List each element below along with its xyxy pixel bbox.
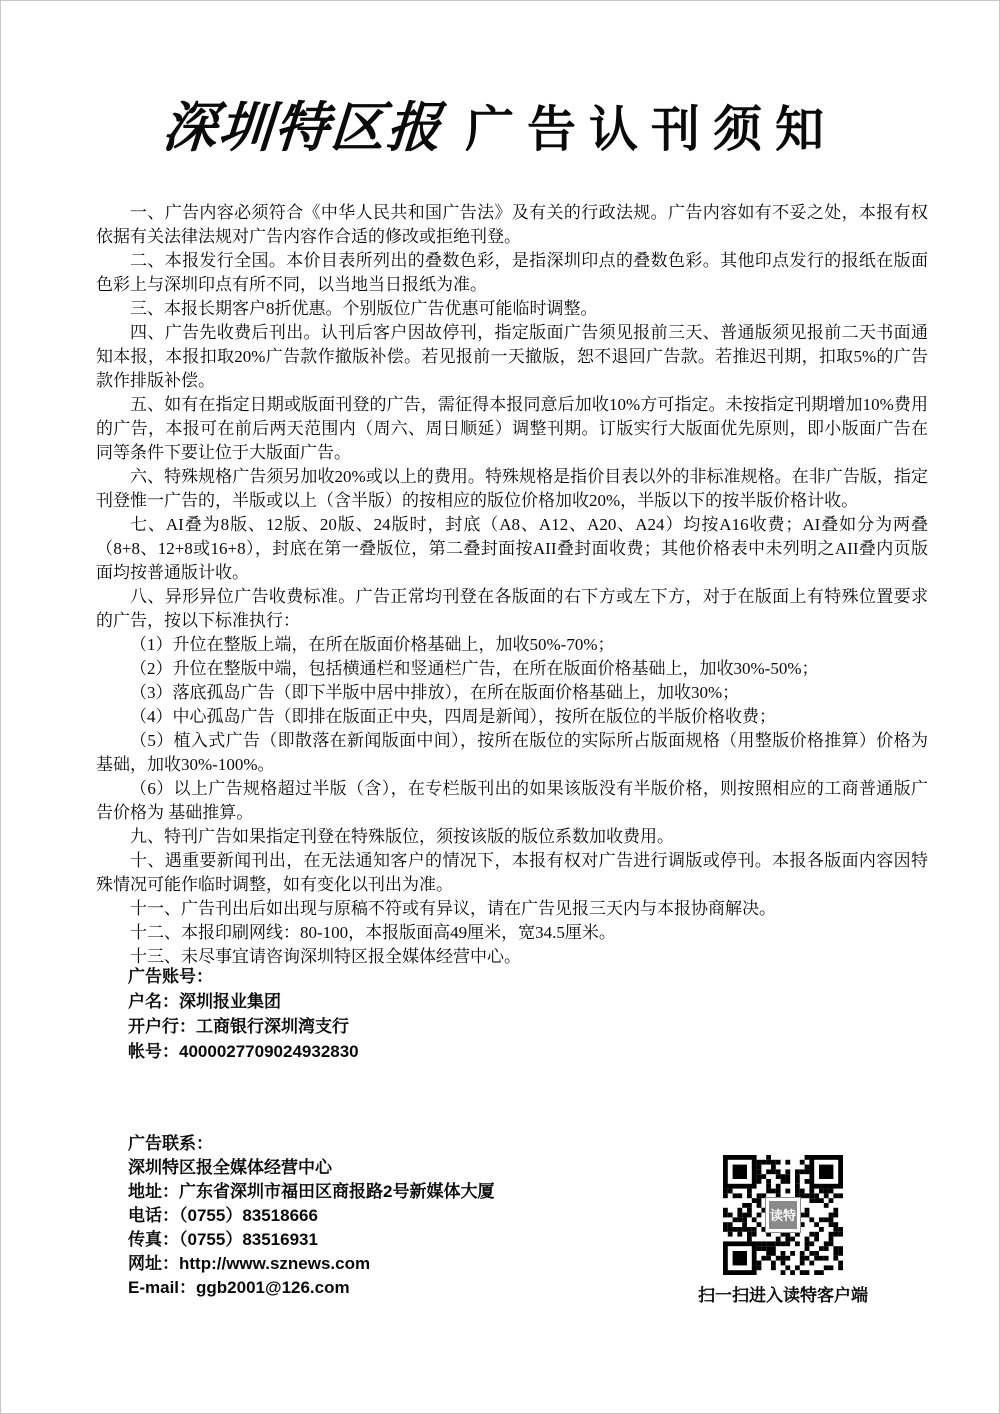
newspaper-brand-logotype: 深圳特区报 [160,95,445,159]
ad-contact-phone: 电话：（0755）83518666 [128,1206,318,1225]
page-title [1,85,999,162]
ad-account-number: 帐号：4000027709024932830 [128,1042,359,1061]
ad-account-bank: 开户行：工商银行深圳湾支行 [128,1017,349,1036]
term-3: 三、本报长期客户8折优惠。个别版位广告优惠可能临时调整。 [130,299,598,318]
ad-contact-heading: 广告联系： [128,1134,213,1153]
term-8-sub-5: （5）植入式广告（即散落在新闻版面中间），按所在版位的实际所占版面规格（用整版价格推算）价格为基础，加收30%-100%。 [96,731,928,774]
term-11: 十一、广告刊出后如出现与原稿不符或有异议，请在广告见报三天内与本报协商解决。 [130,899,776,918]
ad-contact-email: E-mail：ggb2001@126.com [128,1278,350,1297]
term-8-sub-4: （4）中心孤岛广告（即排在版面正中央，四周是新闻），按所在版位的半版价格收费； [130,707,776,726]
term-8-sub-3: （3）落底孤岛广告（即下半版中居中排放），在所在版面价格基础上，加收30%； [130,683,740,702]
term-13: 十三、未尽事宜请咨询深圳特区报全媒体经营中心。 [130,947,521,966]
term-6: 六、特殊规格广告须另加收20%或以上的费用。特殊规格是指价目表以外的非标准规格。在非广告版，指定刊登惟一广告的，半版或以上（含半版）的按相应的版位价格加收20%，半版以下的按半版价格计收。 [96,467,928,510]
qr-code [723,1155,843,1275]
qr-caption: 扫一扫进入读特客户端 [698,1286,868,1305]
term-10: 十、遇重要新闻刊出，在无法通知客户的情况下，本报有权对广告进行调版或停刊。本报各版面内容因特殊情况可能作临时调整，如有变化以刊出为准。 [96,851,928,894]
ad-account-block [128,964,359,1064]
term-8-sub-1: （1）升位在整版上端，在所在版面价格基础上，加收50%-70%； [130,635,615,654]
term-2: 二、本报发行全国。本价目表所列出的叠数色彩，是指深圳印点的叠数色彩。其他印点发行的报纸在版面色彩上与深圳印点有所不同，以当地当日报纸为准。 [96,251,928,294]
ad-contact-center: 深圳特区报全媒体经营中心 [128,1158,332,1177]
term-8: 八、异形异位广告收费标准。广告正常均刊登在各版面的右下方或左下方，对于在版面上有特殊位置要求的广告，按以下标准执行： [96,587,928,630]
term-4: 四、广告先收费后刊出。认刊后客户因故停刊，指定版面广告须见报前三天、普通版须见报前二天书面通知本报，本报扣取20%广告款作撤版补偿。若见报前一天撤版，恕不退回广告款。若推迟刊期，扣取5%的广告款作排版补偿。 [96,323,928,390]
ad-contact-block [128,1132,494,1300]
notice-title-text: 广告认刊须知 [464,102,837,157]
term-12: 十二、本报印刷网线：80-100，本报版面高49厘米，宽34.5厘米。 [130,923,616,942]
ad-account-holder: 户名：深圳报业集团 [128,992,281,1011]
ad-contact-fax: 传真：（0755）83516931 [128,1230,318,1249]
term-7: 七、AI叠为8版、12版、20版、24版时，封底（A8、A12、A20、A24）均按A16收费；AI叠如分为两叠（8+8、12+8或16+8），封底在第一叠版位，第二叠封面按AII叠封面收费；其他价格表中未列明之AII叠内页版面均按普通版计收。 [96,515,928,582]
ad-account-heading: 广告账号： [128,967,213,986]
ad-contact-website: 网址：http://www.sznews.com [128,1254,371,1273]
term-5: 五、如有在指定日期或版面刊登的广告，需征得本报同意后加收10%方可指定。未按指定刊期增加10%费用的广告，本报可在前后两天范围内（周六、周日顺延）调整刊期。订版实行大版面优先原则，即小版面广告在同等条件下要让位于大版面广告。 [96,395,928,462]
term-8-sub-2: （2）升位在整版中端，包括横通栏和竖通栏广告，在所在版面价格基础上，加收30%-50%； [130,659,819,678]
ad-contact-address: 地址：广东省深圳市福田区商报路2号新媒体大厦 [128,1182,495,1201]
term-1: 一、广告内容必须符合《中华人民共和国广告法》及有关的行政法规。广告内容如有不妥之处，本报有权依据有关法律法规对广告内容作合适的修改或拒绝刊登。 [96,203,928,246]
term-9: 九、特刊广告如果指定刊登在特殊版位，须按该版的版位系数加收费用。 [130,827,674,846]
terms-body [96,201,928,969]
dute-app-logo: 读特 [766,1198,800,1232]
term-8-sub-6: （6）以上广告规格超过半版（含），在专栏版刊出的如果该版没有半版价格，则按照相应的工商普通版广告价格为 基础推算。 [96,779,928,822]
